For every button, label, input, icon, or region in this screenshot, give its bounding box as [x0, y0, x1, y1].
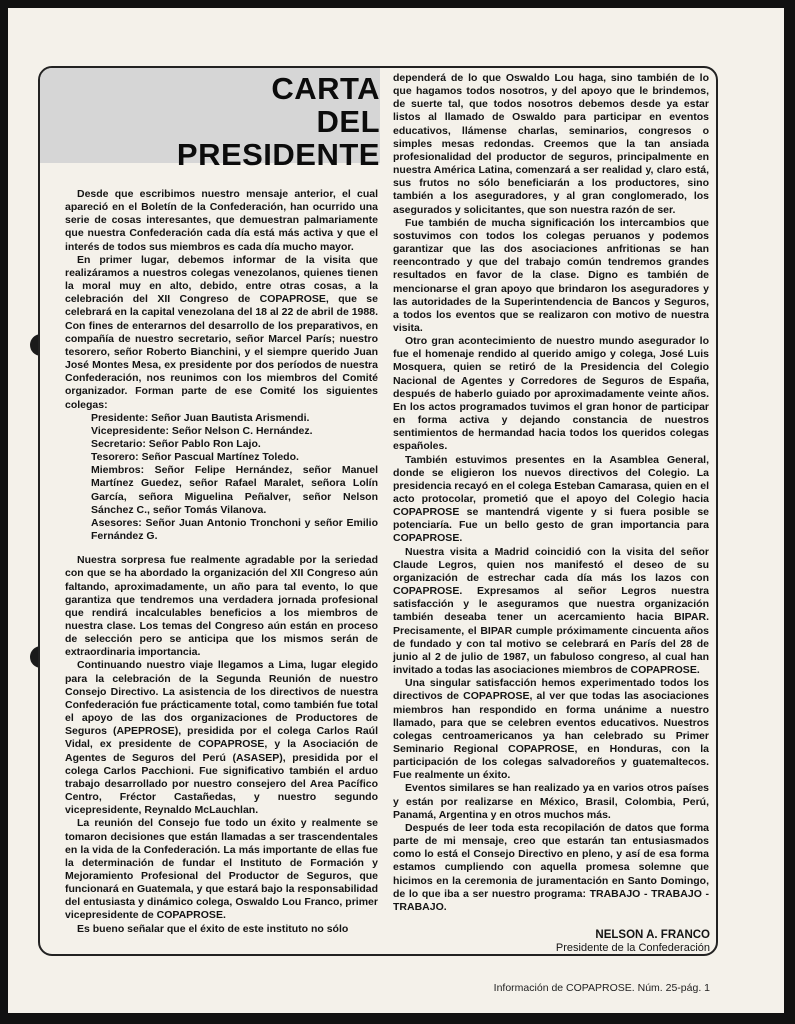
paragraph: Continuando nuestro viaje llegamos a Lima, lugar elegido para la celebración de la Segunda Reunión de nuestro Consejo Directivo. La asistencia de los directivos de nuestra Confederación fue prácticamente total, como también fue total el apoyo de las dos organizaciones de Productores de Seguros (APEPROSE), presidida por el colega Carlos Raúl Vidal, ex presidente de COPAPROSE, y la Asociación de Agentes de Seguros del Perú (ASASEP), presidida por el colega Carlos Pacchioni. Fue significativo también el arduo trabajo desarrollado por nuestro consejero del Area Pacífico Centro, Fréctor Castañedas, y nuestro segundo vicepresidente, Reynaldo McLauchlan. [65, 659, 378, 817]
column-right [393, 72, 709, 914]
page-footer: Información de COPAPROSE. Núm. 25-pág. 1 [493, 982, 710, 994]
paragraph: Nuestra visita a Madrid coincidió con la visita del señor Claude Legros, quien nos manifestó el deseo de su organización de estrechar cada día más los lazos con COPAPROSE. Expresamos al señor Legros nuestra satisfacción y le aseguramos que nuestra organización también deseaba tener un acercamiento hacia BIPAR. Precisamente, el BIPAR cumple próximamente cincuenta años de fundado y con tal motivo se celebrará en París del 28 de junio al 2 de julio de 1987, un fabuloso congreso, al cual han invitado a todas las asociaciones miembros de COPAPROSE. [393, 545, 709, 677]
signature-role: Presidente de la Confederación [555, 942, 710, 954]
title-line: DEL [316, 104, 380, 139]
paragraph: La reunión del Consejo fue todo un éxito y realmente se tomaron decisiones que están llamadas a ser trascendentales en la vida de la Confederación. La más importante de ellas fue la determinación de fundar el Instituto de Formación y Mejoramiento Profesional del Productor de Seguros, que funcionará en Guatemala, y que estará bajo la responsabilidad del entusiasta y dinámico colega, Oswaldo Lou Franco, primer vicepresidente de COPAPROSE. [65, 817, 378, 922]
paragraph: Otro gran acontecimiento de nuestro mundo asegurador lo fue el homenaje rendido al querido amigo y colega, José Luis Mosquera, quien se retiró de la Presidencia del Colegio Nacional de Agentes y Corredores de Seguros de España, después de haberlo guiado por aproximadamente veinte años. En los actos programados tuvimos el gran honor de participar en forma activa y dejando constancia de nuestros sentimientos de hermandad hacia todos los queridos colegas españoles. [393, 335, 709, 453]
committee-item: Asesores: Señor Juan Antonio Tronchoni y señor Emilio Fernández G. [91, 516, 378, 543]
paragraph: En primer lugar, debemos informar de la visita que realizáramos a nuestros colegas venezolanos, quienes tienen la moral muy en alto, debido, entre otras cosas, a la celebración del XII Congreso de COPAPROSE, que se celebrará en la capital venezolana del 18 al 22 de abril de 1988. Con fines de enterarnos del desarrollo de los preparativos, en compañía de nuestro secretario, señor Marcel París; nuestro tesorero, señor Roberto Bianchini, y el siempre querido Juan José Montes Mesa, ex presidente por dos períodos de nuestra Confederación, nos reunimos con los miembros del Comité organizador. Forman parte de ese Comité los siguientes colegas: [65, 253, 378, 411]
committee-item: Vicepresidente: Señor Nelson C. Hernández. [91, 424, 313, 437]
paragraph: También estuvimos presentes en la Asamblea General, donde se eligieron los nuevos directivos del Colegio. La presidencia recayó en el colega Esteban Camarasa, quien en el acto protocolar, prometió que el apoyo del Colegio hacia COPAPROSE se mantendrá vigente y si fuera posible se potenciaría. Fue un bello gesto de gran importancia para COPAPROSE. [393, 453, 709, 545]
committee-item: Secretario: Señor Pablo Ron Lajo. [91, 437, 261, 450]
paragraph: Fue también de mucha significación los intercambios que sostuvimos con todos los colegas peruanos y podemos garantizar que las dos asociaciones anfritionas se han reencontrado y que del trabajo común tendremos grandes resultados en favor de la clase. Digno es también de mencionarse el gran apoyo que brindaron los aseguradores y las autoridades de la Superintendencia de Bancos y Seguros, a todos los eventos que se realizaron con motivo de nuestra visita. [393, 216, 709, 334]
title-line: PRESIDENTE [176, 137, 380, 172]
signature-block [500, 928, 710, 955]
title-line: CARTA [271, 71, 380, 106]
committee-list [65, 412, 378, 544]
committee-item: Tesorero: Señor Pascual Martínez Toledo. [91, 451, 299, 464]
paragraph: dependerá de lo que Oswaldo Lou haga, sino también de lo que hagamos todos nosotros, y del apoyo que le brindemos, de suerte tal, que todos nosotros debemos desde ya estar listos al llamado de Oswaldo para participar en eventos educativos, llámense charlas, seminarios, congresos o simples mesas redondas. Creemos que la tan ansiada profesionalidad del productor de seguros, principalmente en nuestra América Latina, comenzará a ser realidad y, claro está, sus frutos no sólo beneficiarán a los productores, sino también a los aseguradores, y al gran conglomerado, los asegurados y solicitantes, que son nuestra razón de ser. [393, 72, 709, 216]
article-title [120, 72, 380, 171]
committee-item: Miembros: Señor Felipe Hernández, señor Manuel Martínez Guedez, señor Rafael Maralet, señora Lolín García, señora Miguelina Peñalver, señor Nelson Sánchez C., señor Tomás Vilanova. [91, 464, 378, 516]
paragraph: Nuestra sorpresa fue realmente agradable por la seriedad con que se ha abordado la organización del XII Congreso aún faltando, aproximadamente, un año para tal evento, lo que garantiza que tendremos una verdadera jornada profesional que rendirá incalculables beneficios a los miembros de nuestra clase. Los temas del Congreso aún están en proceso de selección pero se anticipa que los mismos serán de extraordinaria importancia. [65, 554, 378, 659]
paragraph: Eventos similares se han realizado ya en varios otros países y están por realizarse en México, Brasil, Colombia, Perú, Panamá, Argentina y en otros muchos más. [393, 782, 709, 821]
paragraph: Una singular satisfacción hemos experimentado todos los directivos de COPAPROSE, al ver que todas las asociaciones miembros han respondido en forma unánime a nuestro llamado, para que se celebren eventos educativos. Nuestros colegas centroamericanos ya han celebrado su Primer Seminario Regional COPAPROSE, en Honduras, con la participación de los colegas salvadoreños y guatemaltecos. Fue realmente un éxito. [393, 677, 709, 782]
column-left [65, 188, 378, 936]
paragraph: Es bueno señalar que el éxito de este instituto no sólo [77, 922, 349, 935]
committee-item: Presidente: Señor Juan Bautista Arismendi. [91, 411, 310, 424]
signature-name: NELSON A. FRANCO [595, 929, 710, 941]
paragraph: Desde que escribimos nuestro mensaje anterior, el cual apareció en el Boletín de la Confederación, han ocurrido una serie de cosas interesantes, que demuestran palmariamente que nuestra Confederación cada día está más activa y que el interés de todos sus miembros es cada día mucho mayor. [65, 188, 378, 253]
paragraph: Después de leer toda esta recopilación de datos que forma parte de mi mensaje, creo que estarán tan entusiasmados como lo está el Consejo Directivo en pleno, y así de esa forma estamos cumpliendo con aquella promesa solemne que hicimos en la ceremonia de juramentación en Santo Domingo, de lo que iba a ser nuestro programa: TRABAJO - TRABAJO - TRABAJO. [393, 821, 709, 913]
